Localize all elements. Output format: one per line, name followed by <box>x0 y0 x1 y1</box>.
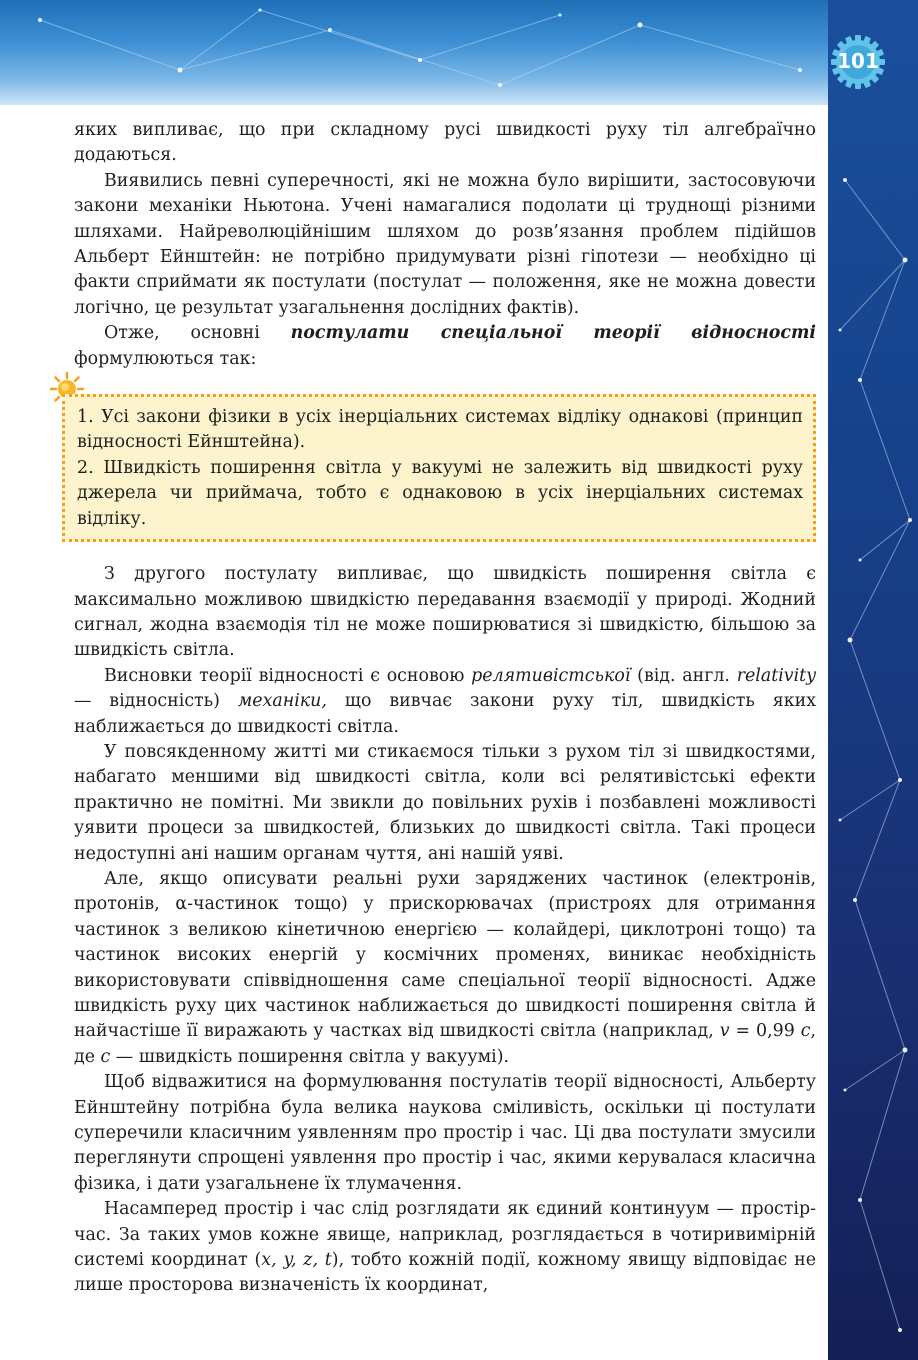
coordinates: x, y, z, t <box>261 1250 332 1271</box>
main-text <box>74 118 816 1299</box>
variable: c <box>100 1046 111 1067</box>
paragraph: яких випливає, що при складному русі швидкості руху тіл алгебраїчно додаються. <box>74 120 816 166</box>
italic-term: релятивістської <box>471 665 631 686</box>
variable: c <box>800 1021 811 1042</box>
page-number: 101 <box>837 49 879 73</box>
paragraph: Висновки теорії відносності є основою релятивістської (від. англ. relativity — відносність) механіки, що вивчає закони руху тіл, швидкість яких наближається до швидкості світла. <box>74 665 817 737</box>
paragraph: Отже, основні постулати спеціальної теорії відносності формулюються так: <box>74 323 816 369</box>
header-banner <box>0 0 918 105</box>
postulate-1: 1. Усі закони фізики в усіх інерціальних системах відліку однакові (принцип відносності Ейнштейна). <box>77 407 803 453</box>
page-number-badge <box>831 35 885 89</box>
italic-term: механіки, <box>237 691 327 712</box>
paragraph: Насамперед простір і час слід розглядати як єдиний континуум — простір-час. За таких умов кожне явище, наприклад, розглядається в чотиривимірній системі координат (x, y, z, t), тобто кожній події, кожному явищу відповідає не лише просторова визначеність їх координат, <box>74 1199 816 1296</box>
paragraph: Щоб відважитися на формулювання постулатів теорії відносності, Альберту Ейнштейну потрібна була велика наукова сміливість, оскільки ці постулати суперечили класичним уявленням про простір і час. Ці два постулати змусили переглянути спрощені уявлення про простір і час, якими керувалася класична фізика, і дати узагальнене їх тлумачення. <box>74 1072 816 1194</box>
postulates-box <box>62 394 816 542</box>
italic-term: relativity <box>736 665 816 686</box>
variable: v <box>719 1021 730 1042</box>
emphasized-term: постулати спеціальної теорії відносності <box>290 323 816 344</box>
postulate-2: 2. Швидкість поширення світла у вакуумі не залежить від швидкості руху джерела чи приймача, тобто є однаковою в усіх інерціальних системах відліку. <box>77 457 803 529</box>
paragraph: Виявились певні суперечності, які не можна було вирішити, застосовуючи закони механіки Ньютона. Учені намагалися подолати ці труднощі різними шляхами. Найреволюційнішим шляхом до розв’язання проблем підійшов Альберт Ейнштейн: не потрібно придумувати різні гіпотези — необхідно ці факти сприймати як постулати (постулат — положення, яке не можна довести логічно, це результат узагальнення дослідних фактів). <box>74 170 816 318</box>
paragraph: Але, якщо описувати реальні рухи заряджених частинок (електронів, протонів, α-частинок тощо) у прискорювачах (пристроях для отримання частинок з великою кінетичною енергією — колайдері, циклотроні тощо) та частинок високих енергій у космічних променях, виникає необхідність використовувати співвідношення саме спеціальної теорії відносності. Адже швидкість руху цих частинок наближається до швидкості поширення світла й найчастіше її виражають у частках від швидкості світла (наприклад, v = 0,99 c, де c — швидкість поширення світла у вакуумі). <box>74 868 816 1067</box>
paragraph: У повсякденному житті ми стикаємося тільки з рухом тіл зі швидкостями, набагато меншими від швидкості світла, коли всі релятивістські ефекти практично не помітні. Ми звикли до повільних рухів і позбавлені можливості уявити процеси за швидкостей, близьких до швидкості світла. Такі процеси недоступні ані нашим органам чуття, ані нашій уяві. <box>74 741 816 864</box>
side-decoration-strip <box>828 0 918 1360</box>
paragraph: З другого постулату випливає, що швидкість поширення світла є максимально можливою швидкістю передавання взаємодії у природі. Жодний сигнал, жодна взаємодія тіл не може поширюватися зі швидкістю, більшою за швидкість світла. <box>74 564 816 661</box>
